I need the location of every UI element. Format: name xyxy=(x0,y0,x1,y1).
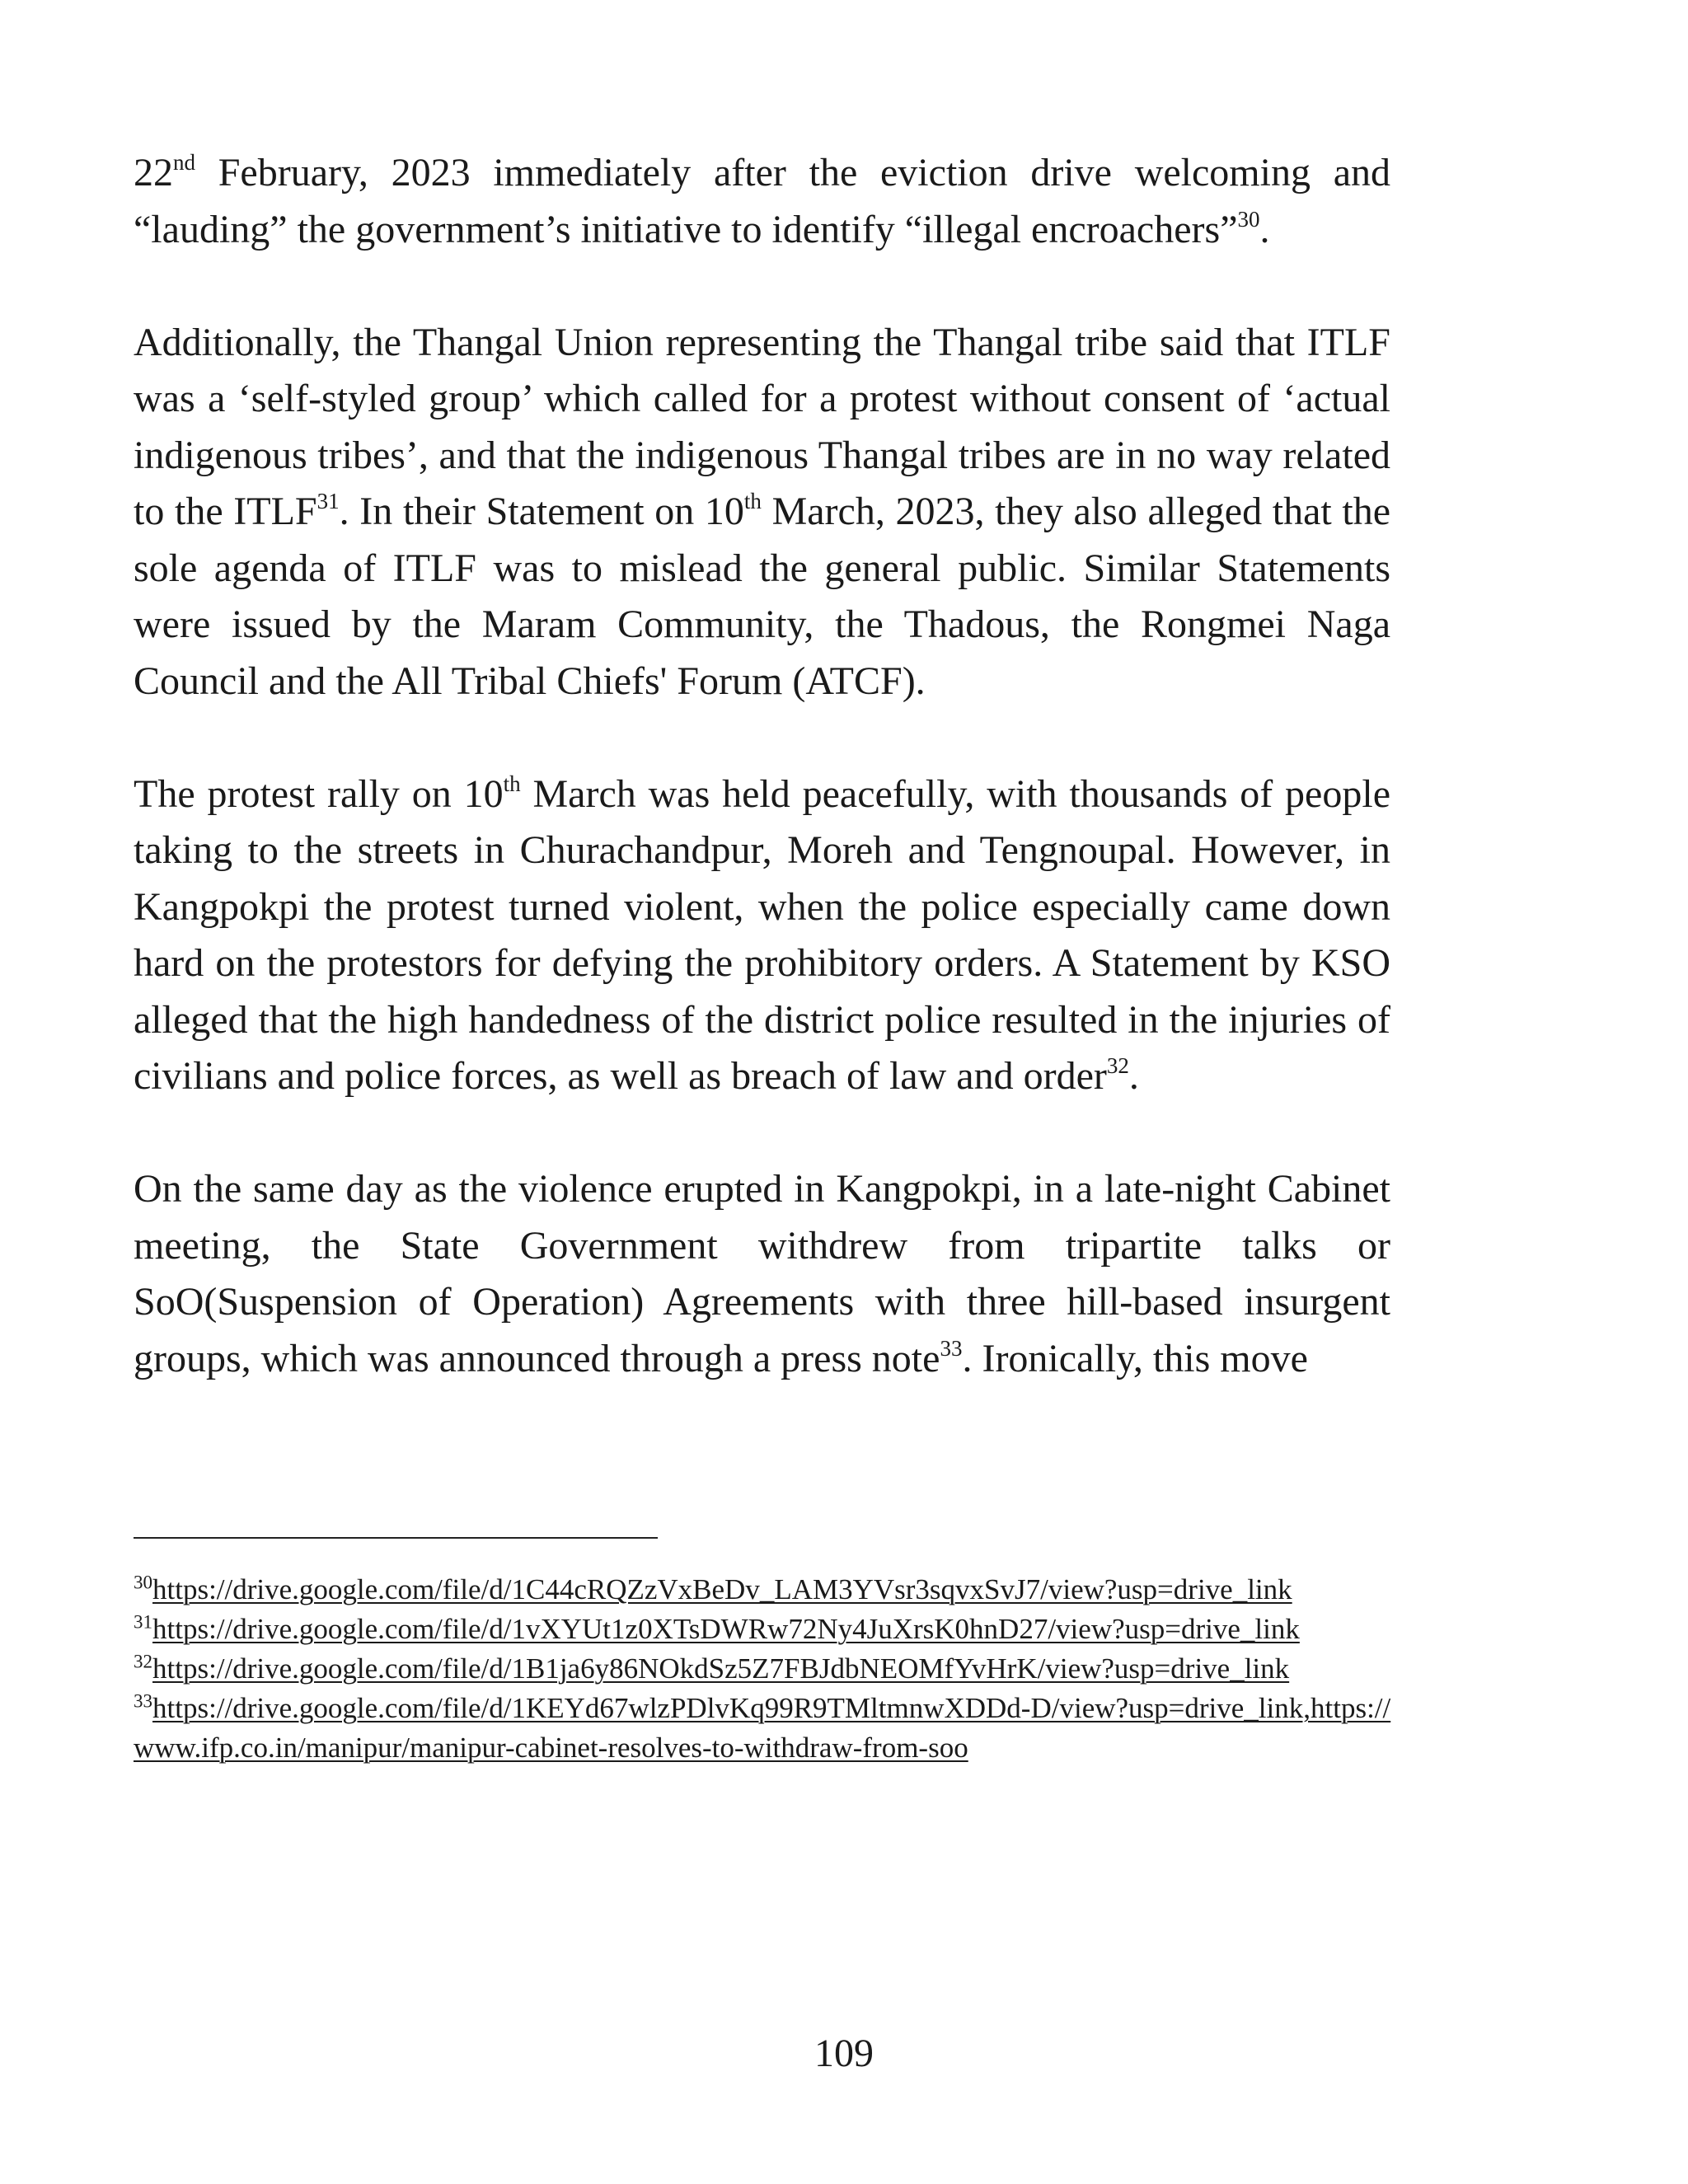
text-run: . xyxy=(1128,1054,1139,1098)
text-run: Additionally, the Thangal Union representing the Thangal tribe said that ITLF was a ‘self-styled group’ which called for a protest without consent of ‘actual indigenous tribes’, and that the indigenous Thangal tribes are in no way related to the ITLF xyxy=(134,320,1390,533)
superscript: th xyxy=(743,489,762,513)
footnote-link[interactable]: https://drive.google.com/file/d/1C44cRQZzVxBeDv_LAM3YVsr3sqvxSvJ7/view?usp=drive_link xyxy=(152,1573,1292,1605)
text-run: March was held peacefully, with thousands of people taking to the streets in Churachandpur, Moreh and Tengnoupal. However, in Kangpokpi the protest turned violent, when the police especially came down hard on the protestors for defying the prohibitory orders. A Statement by KSO alleged that the high handedness of the district police resulted in the injuries of civilians and police forces, as well as breach of law and order xyxy=(134,771,1390,1098)
footnote-number: 31 xyxy=(134,1611,152,1633)
footnotes xyxy=(134,1570,1407,1768)
footnote-number: 30 xyxy=(134,1572,152,1593)
footnote-number: 32 xyxy=(134,1651,152,1672)
text-run: On the same day as the violence erupted in Kangpokpi, in a late-night Cabinet meeting, the State Government withdrew from tripartite talks or SoO(Suspension of Operation) Agreements with three hill-based insurgent groups, which was announced through a press note xyxy=(134,1167,1390,1380)
footnote-32 xyxy=(134,1649,1407,1689)
footnote-31 xyxy=(134,1610,1407,1649)
footnote-30 xyxy=(134,1570,1407,1610)
footnote-link[interactable]: https://drive.google.com/file/d/1B1ja6y86NOkdSz5Z7FBJdbNEOMfYvHrK/view?usp=drive_link xyxy=(152,1652,1290,1685)
footnote-ref-32[interactable]: 32 xyxy=(1106,1053,1129,1078)
text-run: . Ironically, this move xyxy=(962,1336,1308,1380)
paragraph-1 xyxy=(134,145,1390,258)
text-run: The protest rally on 10 xyxy=(134,771,504,816)
footnote-link[interactable]: https://drive.google.com/file/d/1KEYd67wlzPDlvKq99R9TMltmnwXDDd-D/view?usp=drive_link,https://www.ifp.co.in/manipur/manipur-cabinet-resolves-to-withdraw-from-soo xyxy=(134,1692,1391,1764)
page-number: 109 xyxy=(814,2032,874,2075)
text-run: . In their Statement on 10 xyxy=(339,490,744,533)
paragraph-4 xyxy=(134,1161,1390,1387)
body-text xyxy=(134,145,1390,1444)
footnote-number: 33 xyxy=(134,1690,152,1712)
superscript: nd xyxy=(173,150,195,175)
superscript: th xyxy=(503,771,521,796)
footnote-divider xyxy=(134,1537,658,1539)
footnote-ref-33[interactable]: 33 xyxy=(940,1335,963,1361)
footnote-33 xyxy=(134,1689,1407,1768)
text-run: March, 2023, they also alleged that the sole agenda of ITLF was to mislead the general public. Similar Statements were issued by the Maram Community, the Thadous, the Rongmei Naga Council and the All Tribal Chiefs' Forum (ATCF). xyxy=(134,490,1391,703)
footnote-link[interactable]: https://drive.google.com/file/d/1vXYUt1z0XTsDWRw72Ny4JuXrsK0hnD27/view?usp=drive_link xyxy=(152,1613,1300,1645)
footnote-ref-31[interactable]: 31 xyxy=(316,489,340,513)
text-run: . xyxy=(1259,207,1270,251)
footnote-ref-30[interactable]: 30 xyxy=(1237,206,1260,232)
text-run: February, 2023 immediately after the eviction drive welcoming and “lauding” the government’s initiative to identify “illegal encroachers” xyxy=(134,151,1390,251)
paragraph-2 xyxy=(134,315,1390,710)
paragraph-3 xyxy=(134,766,1390,1105)
text-run: 22 xyxy=(134,151,173,194)
